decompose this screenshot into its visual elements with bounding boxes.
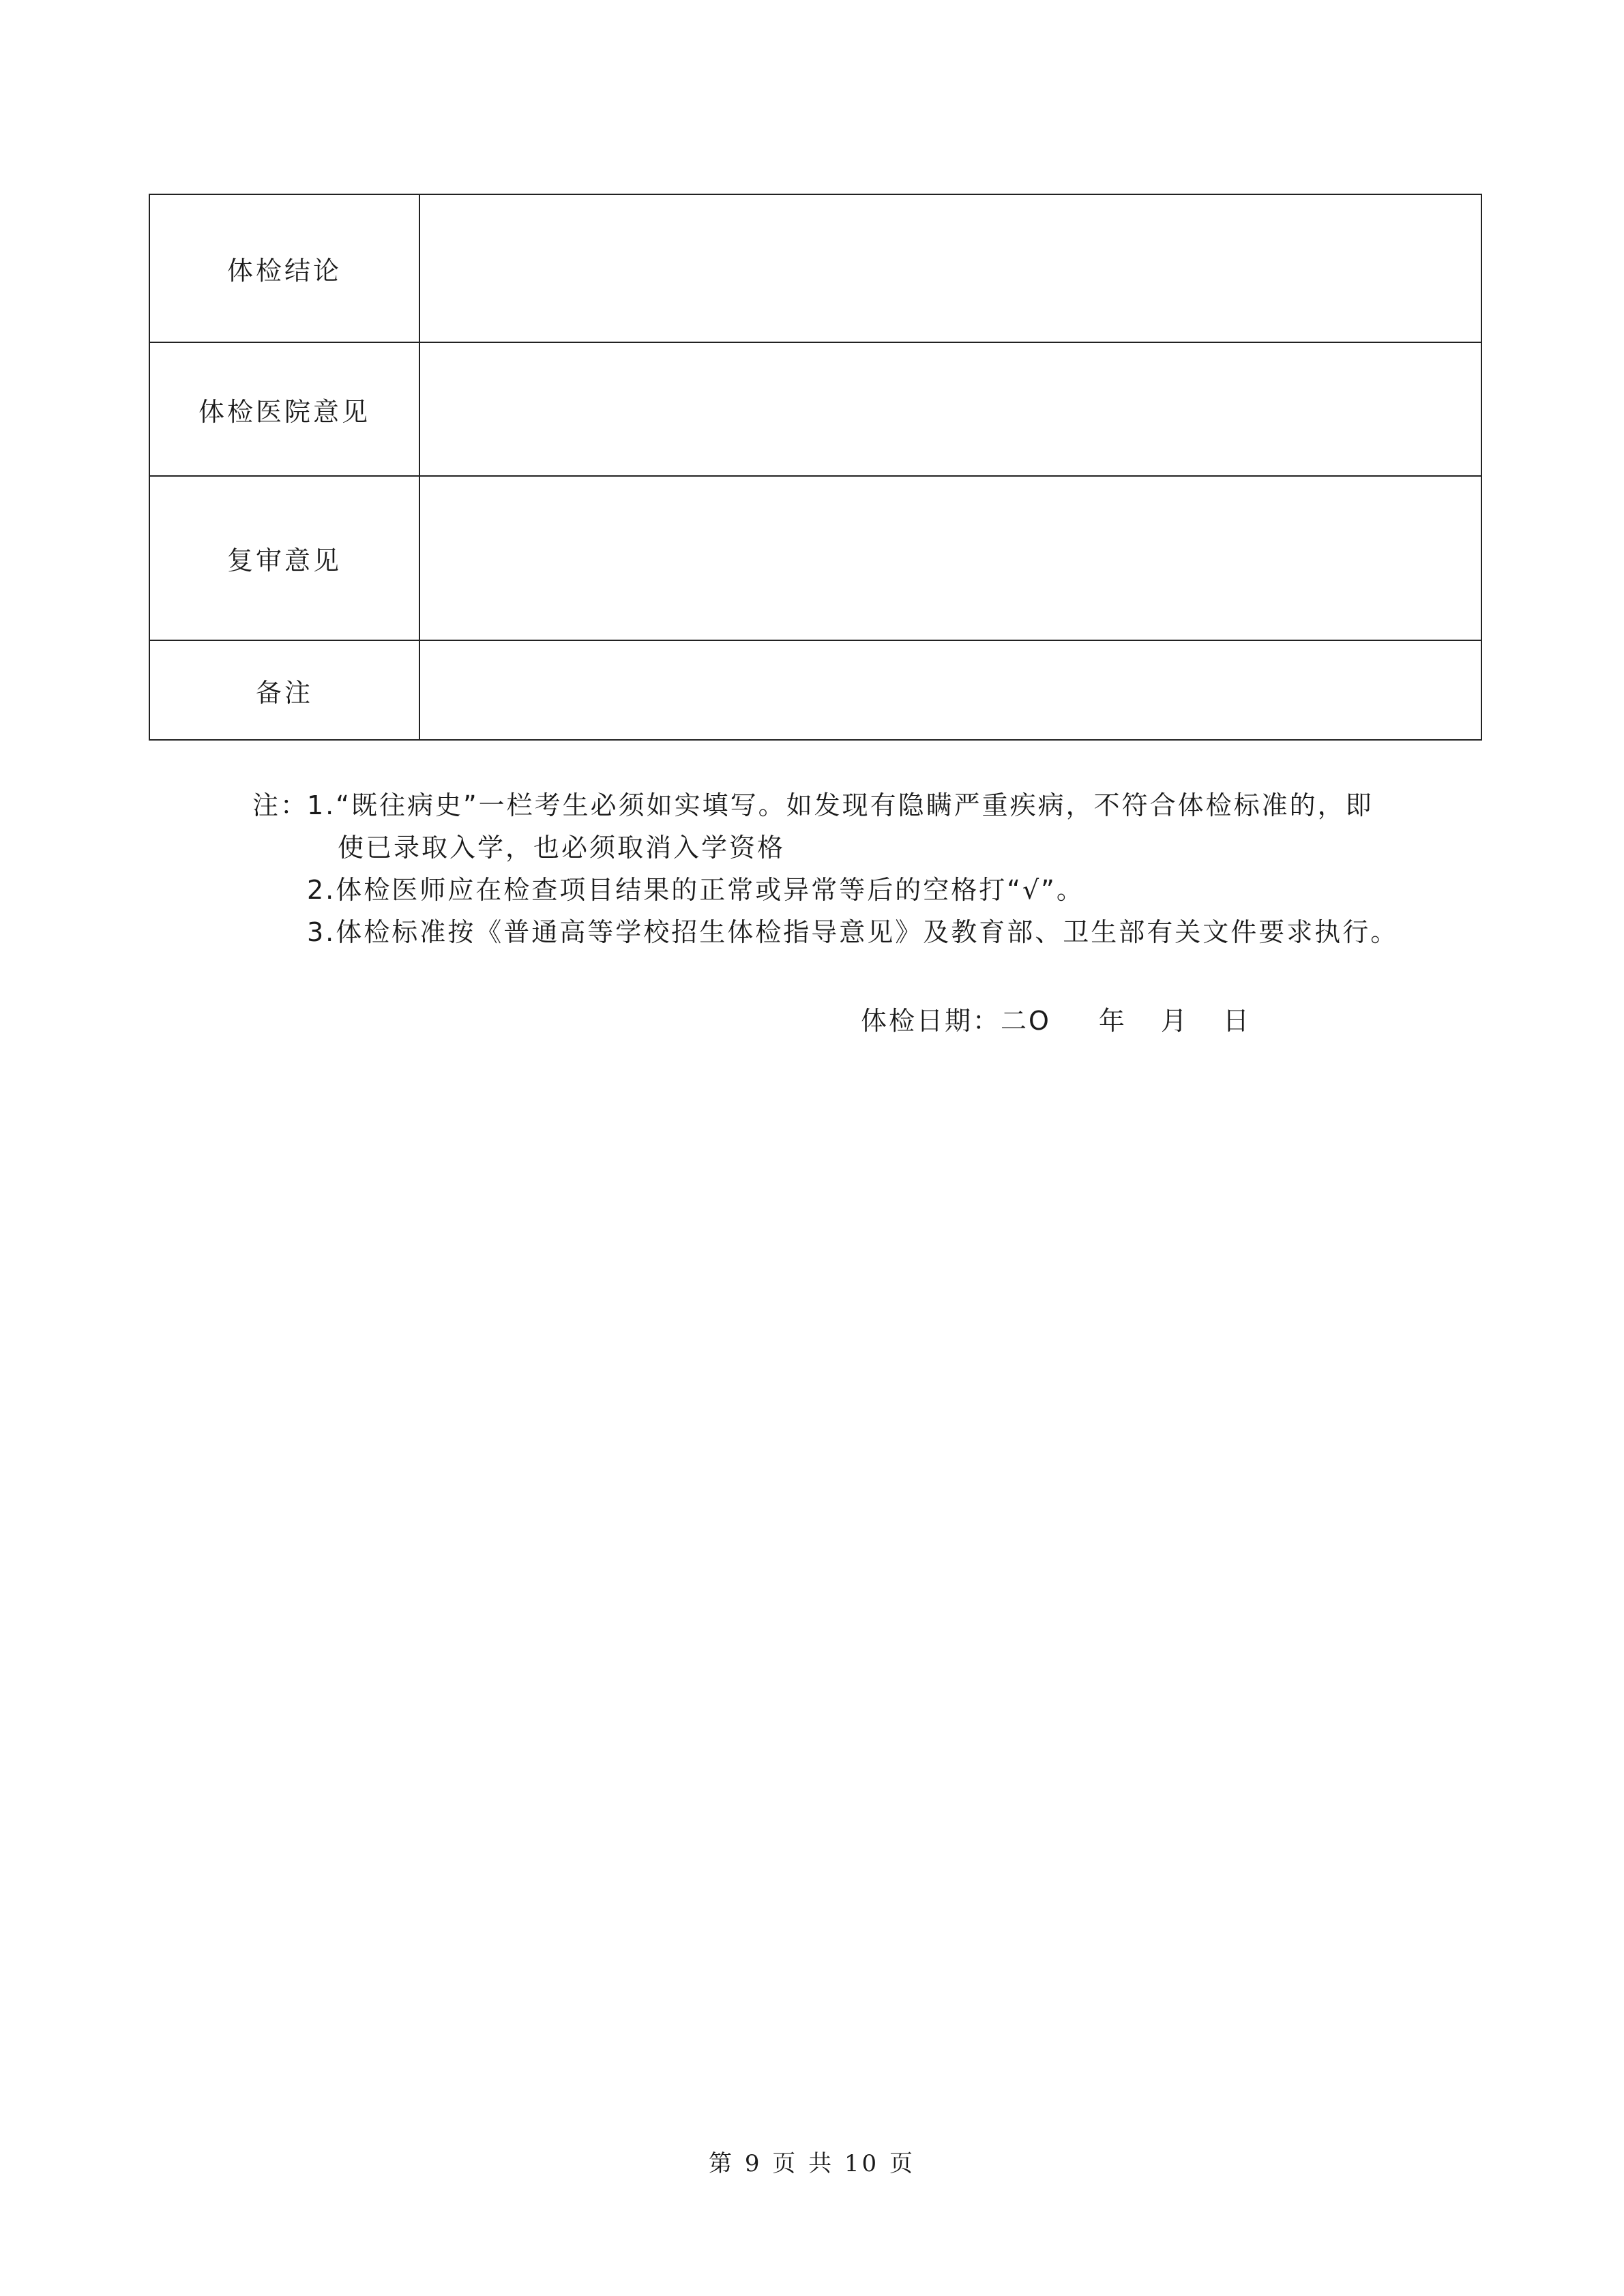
exam-date-year: 年 [1098, 1006, 1127, 1036]
note-item-3-text: 3.体检标准按《普通高等学校招生体检指导意见》及教育部、卫生部有关文件要求执行。 [307, 917, 1399, 947]
note-item-3 [252, 911, 1453, 953]
notes-section [252, 784, 1453, 953]
physical-exam-form-table [149, 194, 1482, 741]
note-item-1 [252, 784, 1453, 826]
exam-date-line [861, 1000, 1251, 1037]
notes-prefix: 注： [252, 790, 309, 820]
page-number-footer: 第 9 页 共 10 页 [709, 2150, 915, 2177]
remarks-field[interactable] [419, 640, 1481, 740]
hospital-opinion-label: 体检医院意见 [149, 342, 419, 476]
table-row [149, 476, 1481, 640]
exam-conclusion-field[interactable] [419, 194, 1481, 342]
exam-date-day: 日 [1222, 1006, 1251, 1036]
table-row [149, 342, 1481, 476]
hospital-opinion-field[interactable] [419, 342, 1481, 476]
exam-date-label: 体检日期：二O [861, 1006, 1051, 1036]
remarks-label: 备注 [149, 640, 419, 740]
exam-conclusion-label: 体检结论 [149, 194, 419, 342]
exam-date-month: 月 [1160, 1006, 1189, 1036]
note-item-1-line-1: 1.“既往病史”一栏考生必须如实填写。如发现有隐瞒严重疾病，不符合体检标准的，即 [307, 790, 1374, 820]
review-opinion-label: 复审意见 [149, 476, 419, 640]
table-row [149, 194, 1481, 342]
table-row [149, 640, 1481, 740]
review-opinion-field[interactable] [419, 476, 1481, 640]
note-item-1-line-2: 使已录取入学，也必须取消入学资格 [338, 833, 786, 863]
note-item-2 [252, 869, 1453, 911]
note-item-2-text: 2.体检医师应在检查项目结果的正常或异常等后的空格打“√”。 [307, 875, 1084, 905]
